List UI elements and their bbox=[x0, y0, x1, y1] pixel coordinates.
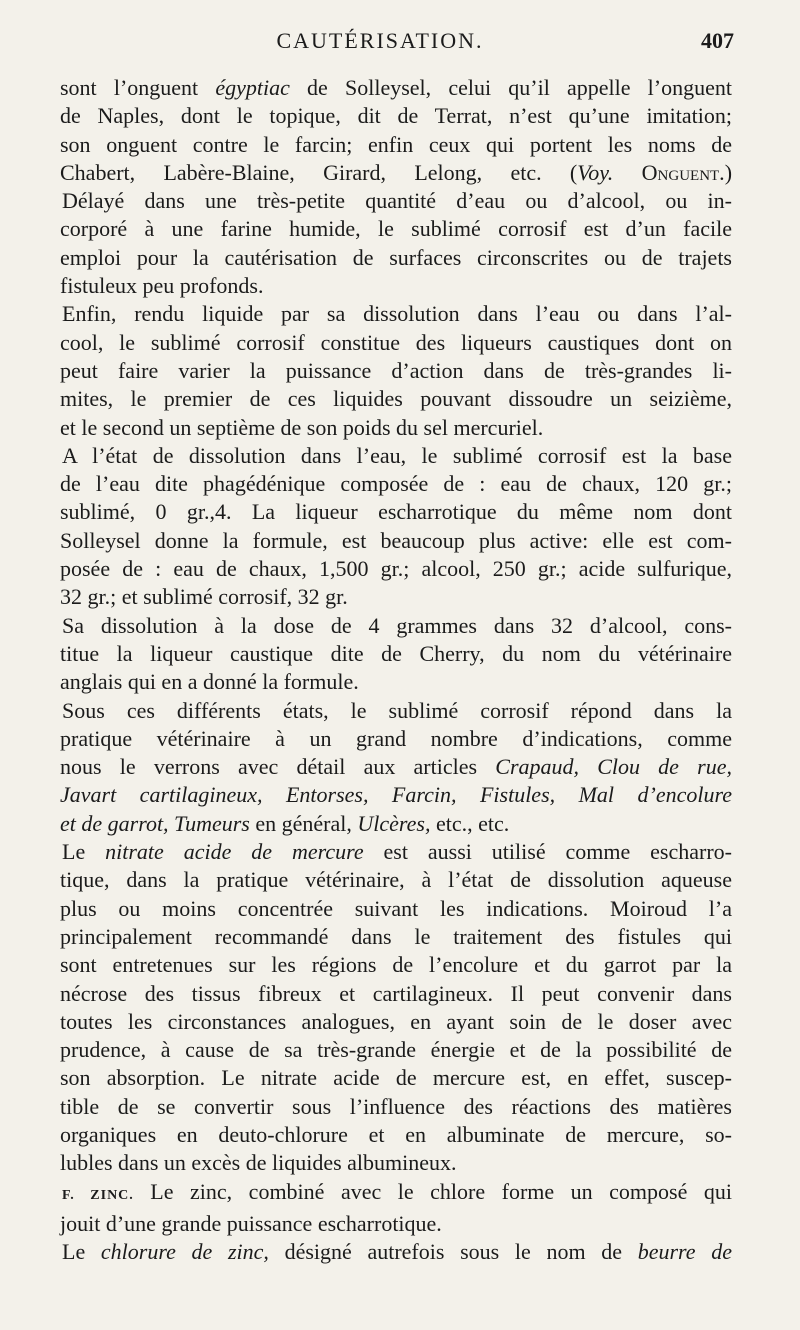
text-run: et de garrot, Tumeurs bbox=[60, 810, 250, 836]
text-run: sublimé, 0 gr.,4. La liqueur escharrotique du même nom dont bbox=[60, 499, 732, 525]
page-title: CAUTÉRISATION. bbox=[276, 28, 484, 53]
text-line bbox=[60, 498, 732, 526]
text-line bbox=[60, 697, 732, 725]
text-line bbox=[60, 555, 732, 583]
text-run: chlorure de zinc, bbox=[100, 1239, 269, 1265]
text-line bbox=[60, 640, 732, 668]
text-run: Le bbox=[62, 839, 106, 865]
text-run: plus ou moins concentrée suivant les indications. Moiroud l’a bbox=[60, 895, 732, 921]
text-run: ) bbox=[724, 159, 733, 185]
text-run: tible de se convertir sous l’influence des réactions des matières bbox=[60, 1093, 732, 1119]
text-line bbox=[60, 74, 732, 102]
text-line bbox=[60, 980, 732, 1008]
text-run: Le zinc, combiné avec le chlore forme un composé qui bbox=[133, 1178, 732, 1204]
text-run: de Naples, dont le topique, dit de Terrat, n’est qu’une imitation; bbox=[60, 103, 732, 129]
text-line bbox=[60, 781, 732, 809]
text-run: Délayé dans une très-petite quantité d’eau ou d’alcool, ou in- bbox=[62, 188, 732, 214]
text-line bbox=[60, 810, 732, 838]
text-run: principalement recommandé dans le traitement des fistules qui bbox=[60, 923, 732, 949]
text-run: etc., etc. bbox=[430, 810, 510, 836]
text-run: Voy. bbox=[577, 159, 614, 185]
text-line bbox=[60, 300, 732, 328]
text-line bbox=[60, 131, 732, 159]
text-line bbox=[60, 1008, 732, 1036]
text-run: Javart cartilagineux, Entorses, Farcin, Fistules, Mal d’encolure bbox=[60, 782, 732, 808]
text-line bbox=[60, 612, 732, 640]
text-run: est aussi utilisé comme escharro- bbox=[363, 839, 733, 865]
text-run: fistuleux peu profonds. bbox=[60, 273, 264, 299]
text-run: nitrate acide de mercure bbox=[105, 839, 364, 865]
text-line bbox=[60, 725, 732, 753]
text-run: emploi pour la cautérisation de surfaces circonscrites ou de trajets bbox=[60, 244, 732, 270]
text-line bbox=[60, 442, 732, 470]
text-line bbox=[60, 527, 732, 555]
text-run: de Solleysel, celui qu’il appelle l’onguent bbox=[289, 75, 732, 100]
text-run: de l’eau dite phagédénique composée de : eau de chaux, 120 gr.; bbox=[60, 471, 732, 497]
text-run: Onguent. bbox=[641, 159, 725, 185]
text-run: 32 gr.; et sublimé corrosif, 32 gr. bbox=[60, 584, 348, 610]
text-line bbox=[60, 329, 732, 357]
text-run: Enfin, rendu liquide par sa dissolution dans l’eau ou dans l’al- bbox=[62, 301, 732, 327]
text-run: corporé à une farine humide, le sublimé corrosif est d’un facile bbox=[60, 216, 732, 242]
text-run: Crapaud, Clou de rue, bbox=[495, 754, 732, 780]
text-line bbox=[60, 1238, 732, 1266]
text-run: en général, bbox=[249, 810, 358, 836]
text-run: désigné autrefois sous le nom de bbox=[268, 1239, 638, 1265]
text-run: mites, le premier de ces liquides pouvant dissoudre un seizième, bbox=[60, 386, 732, 412]
running-head bbox=[0, 18, 800, 64]
text-line bbox=[60, 414, 732, 442]
text-line bbox=[60, 895, 732, 923]
text-run: son onguent contre le farcin; enfin ceux qui portent les noms de bbox=[60, 131, 732, 157]
page-number: 407 bbox=[701, 28, 734, 53]
text-line bbox=[60, 215, 732, 243]
text-run: égyptiac bbox=[215, 75, 290, 100]
text-run: peut faire varier la puissance d’action dans de très-grandes li- bbox=[60, 357, 732, 383]
text-run: Le bbox=[62, 1239, 101, 1265]
text-run: prudence, à cause de sa très-grande énergie et de la possibilité de bbox=[60, 1037, 732, 1063]
text-run: Sous ces différents états, le sublimé corrosif répond dans la bbox=[62, 697, 732, 723]
text-line bbox=[60, 838, 732, 866]
text-line bbox=[60, 1036, 732, 1064]
text-line bbox=[60, 187, 732, 215]
text-line bbox=[60, 1149, 732, 1177]
text-line bbox=[60, 753, 732, 781]
text-line bbox=[60, 1178, 732, 1210]
text-run: Solleysel donne la formule, est beaucoup plus active: elle est com- bbox=[60, 527, 732, 553]
text-run: beurre de bbox=[637, 1239, 732, 1265]
text-run: A l’état de dissolution dans l’eau, le sublimé corrosif est la base bbox=[62, 442, 732, 468]
body-text bbox=[60, 74, 732, 1266]
text-run: son absorption. Le nitrate acide de mercure est, en effet, suscep- bbox=[60, 1065, 732, 1091]
text-line bbox=[60, 583, 732, 611]
text-run: sont entretenues sur les régions de l’encolure et du garrot par la bbox=[60, 952, 732, 978]
text-line bbox=[60, 1121, 732, 1149]
text-run: anglais qui en a donné la formule. bbox=[60, 669, 359, 695]
text-line bbox=[60, 866, 732, 894]
text-run: Chabert, Labère-Blaine, Girard, Lelong, etc. ( bbox=[60, 159, 578, 185]
text-line bbox=[60, 470, 732, 498]
text-line bbox=[60, 923, 732, 951]
text-run: tique, dans la pratique vétérinaire, à l’état de dissolution aqueuse bbox=[60, 867, 732, 893]
text-run: posée de : eau de chaux, 1,500 gr.; alcool, 250 gr.; acide sulfurique, bbox=[60, 556, 732, 582]
text-run: Sa dissolution à la dose de 4 grammes dans 32 d’alcool, cons- bbox=[62, 612, 732, 638]
text-run: pratique vétérinaire à un grand nombre d’indications, comme bbox=[60, 725, 732, 751]
text-run: sont l’onguent bbox=[60, 75, 216, 100]
text-run: nous le verrons avec détail aux articles bbox=[60, 754, 496, 780]
text-run: organiques en deuto-chlorure et en albuminate de mercure, so- bbox=[60, 1121, 732, 1147]
text-line bbox=[60, 951, 732, 979]
text-run: titue la liqueur caustique dite de Cherry, du nom du vétérinaire bbox=[60, 640, 732, 666]
text-line bbox=[60, 159, 732, 187]
text-run: F. ZINC. bbox=[62, 1187, 134, 1203]
text-line bbox=[60, 668, 732, 696]
text-line bbox=[60, 385, 732, 413]
text-run: nécrose des tissus fibreux et cartilagineux. Il peut convenir dans bbox=[60, 980, 732, 1006]
text-line bbox=[60, 102, 732, 130]
text-line bbox=[60, 1064, 732, 1092]
text-run: et le second un septième de son poids du sel mercuriel. bbox=[60, 414, 544, 440]
text-run: cool, le sublimé corrosif constitue des liqueurs caustiques dont on bbox=[60, 329, 732, 355]
text-run bbox=[613, 160, 641, 185]
text-line bbox=[60, 1210, 732, 1238]
text-run: jouit d’une grande puissance escharrotique. bbox=[60, 1210, 442, 1236]
text-run: lubles dans un excès de liquides albumineux. bbox=[60, 1150, 457, 1176]
text-line bbox=[60, 1093, 732, 1121]
text-line bbox=[60, 244, 732, 272]
text-line bbox=[60, 357, 732, 385]
text-line bbox=[60, 272, 732, 300]
text-run: toutes les circonstances analogues, en ayant soin de le doser avec bbox=[60, 1008, 732, 1034]
text-run: Ulcères, bbox=[357, 810, 431, 836]
